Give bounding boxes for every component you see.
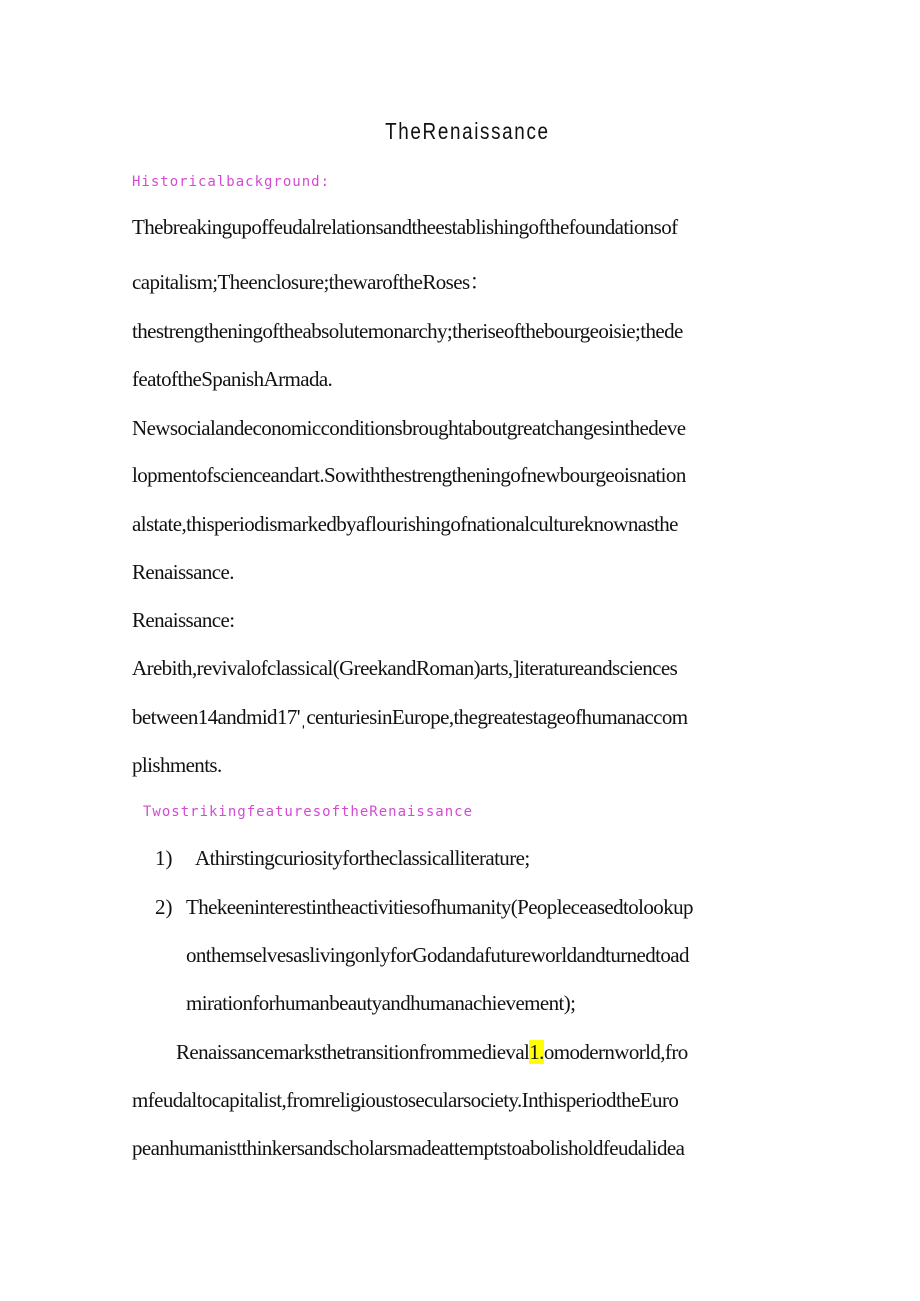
paragraph-line: Thebreakingupoffeudalrelationsandtheestablishingofthefoundationsof [132,215,678,239]
list-item-text: mirationforhumanbeautyandhumanachievement); [186,991,576,1015]
paragraph-line: Renaissance. [132,560,234,584]
closing-paragraph-line [176,1040,688,1065]
closing-text-after: omodernworld,fro [543,1040,688,1064]
list-number: 2) [155,895,173,919]
definition-line: plishments. [132,753,222,777]
list-number: 1) [155,846,173,870]
definition-label: Renaissance: [132,608,235,632]
paragraph-line: alstate,thisperiodismarkedbyaflourishingofnationalcultureknownasthe [132,512,678,536]
paragraph-line: thestrengtheningoftheabsolutemonarchy;theriseofthebourgeoisie;thede [132,319,683,343]
closing-text-before: Renaissancemarksthetransitionfrommedieval [176,1040,530,1064]
section-heading-features: TwostrikingfeaturesoftheRenaissance [143,804,474,820]
section-heading-historical-background: Historicalbackground: [132,174,331,190]
list-item-text: Thekeeninterestintheactivitiesofhumanity(Peopleceasedtolookup [186,895,693,919]
page-title: TheRenaissance [385,118,550,144]
paragraph-line: capitalism;Theenclosure;thewaroftheRoses： [132,270,490,294]
list-item-text: Athirstingcuriosityfortheclassicalliterature; [195,846,530,870]
list-item-text: onthemselvesaslivingonlyforGodandafutureworldandturnedtoad [186,943,689,967]
paragraph-line: lopmentofscienceandart.Sowiththestrengtheningofnewbourgeoisnation [132,463,686,487]
highlighted-marker: 1. [529,1040,544,1064]
definition-line: between14andmid17'ˌcenturiesinEurope,thegreatestageofhumanaccom [132,705,688,729]
paragraph-line: featoftheSpanishArmada. [132,367,333,391]
closing-paragraph-line: peanhumanistthinkersandscholarsmadeattemptstoabolisholdfeudalidea [132,1136,685,1160]
paragraph-line: Newsocialandeconomicconditionsbroughtaboutgreatchangesinthedeve [132,416,686,440]
closing-paragraph-line: mfeudaltocapitalist,fromreligioustosecularsociety.InthisperiodtheEuro [132,1088,679,1112]
definition-line: Arebith,revivalofclassical(GreekandRoman)arts,]iteratureandsciences [132,656,678,680]
